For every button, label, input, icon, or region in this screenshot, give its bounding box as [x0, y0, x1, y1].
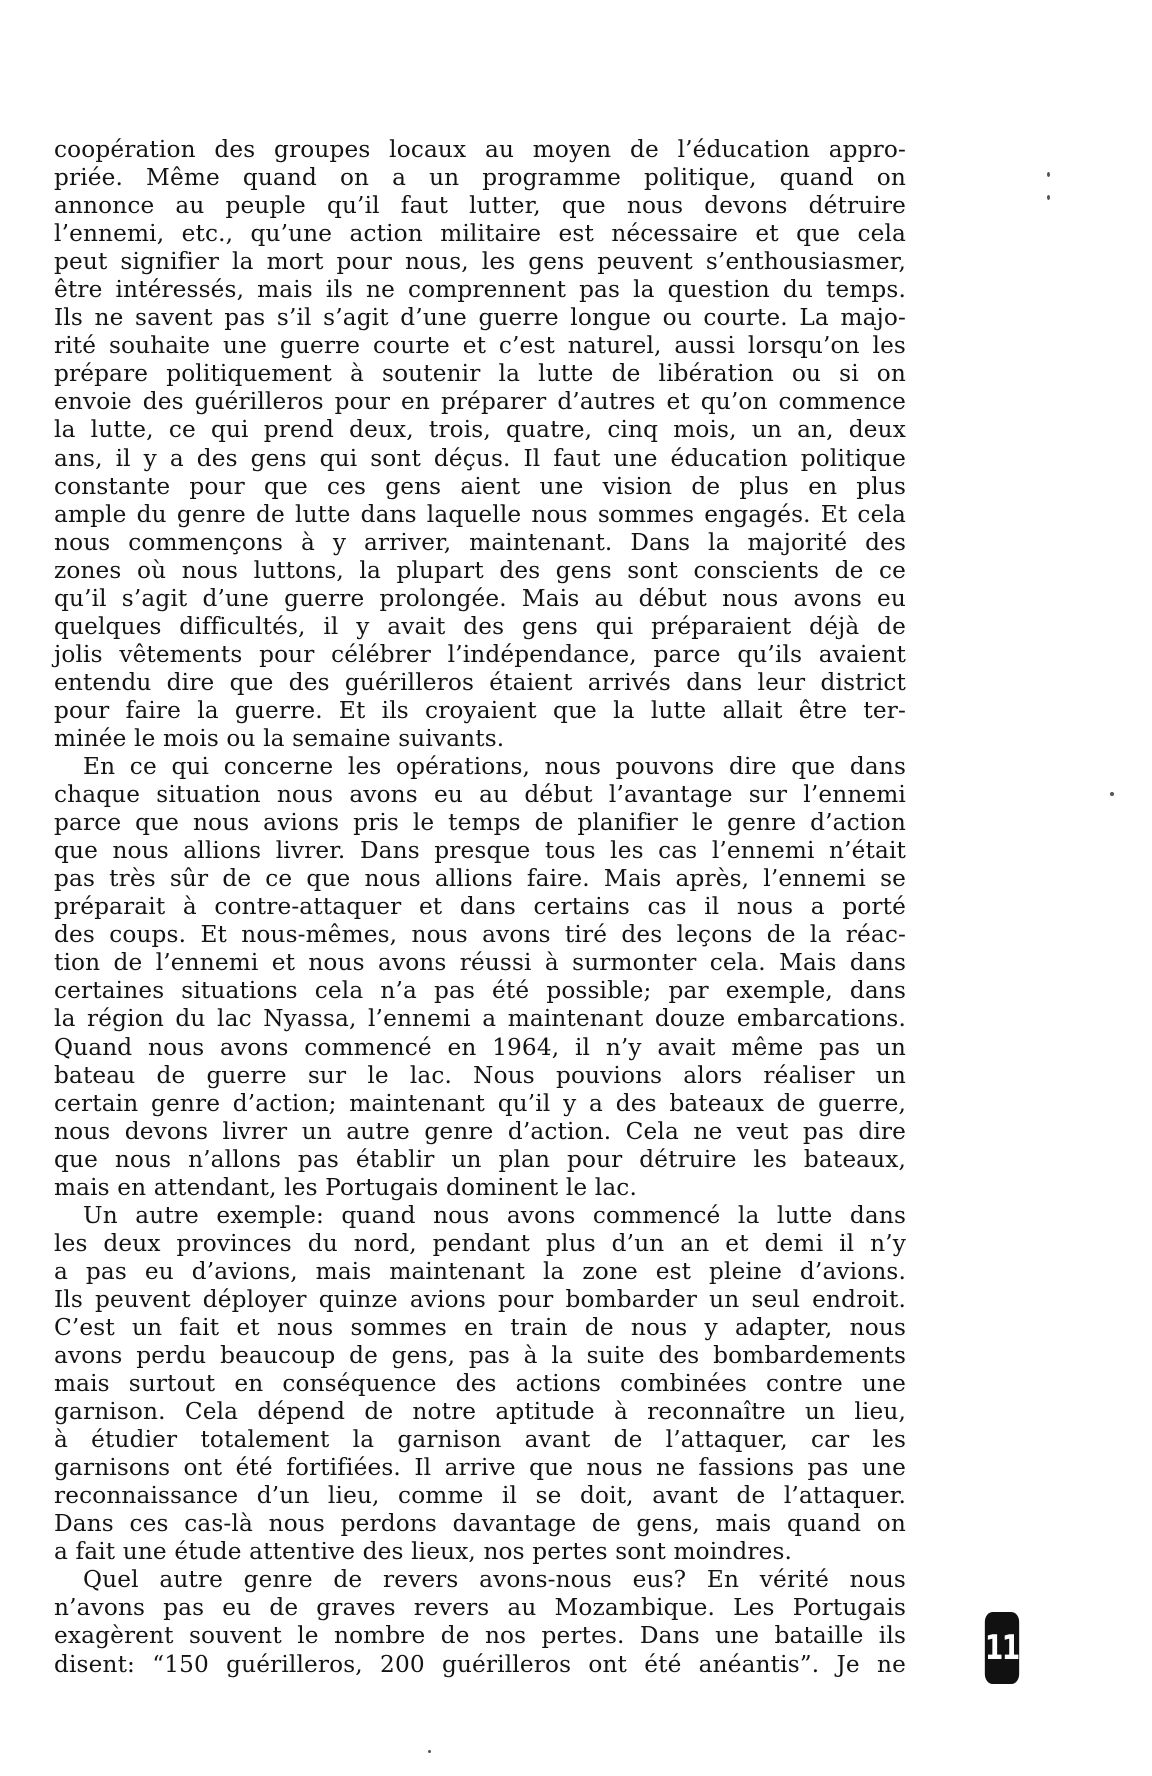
text-line: quelques difficultés, il y avait des gens qui préparaient déjà de — [54, 612, 906, 640]
text-line: préparait à contre-attaquer et dans certains cas il nous a porté — [54, 893, 906, 921]
text-line: C’est un fait et nous sommes en train de nous y adapter, nous — [54, 1313, 906, 1341]
text-line: zones où nous luttons, la plupart des gens sont conscients de ce — [54, 556, 906, 584]
paragraph-first-line: Quel autre genre de revers avons-nous eus? En vérité nous — [83, 1566, 906, 1594]
text-line: à étudier totalement la garnison avant de l’attaquer, car les — [54, 1426, 906, 1454]
text-line: pas très sûr de ce que nous allions faire. Mais après, l’ennemi se — [54, 865, 906, 893]
text-line: la lutte, ce qui prend deux, trois, quatre, cinq mois, un an, deux — [54, 416, 906, 444]
text-line: chaque situation nous avons eu au début l’avantage sur l’ennemi — [54, 781, 906, 809]
text-line: a pas eu d’avions, mais maintenant la zone est pleine d’avions. — [54, 1257, 906, 1285]
text-line: coopération des groupes locaux au moyen de l’éducation appro- — [54, 136, 906, 163]
text-line: ans, il y a des gens qui sont déçus. Il faut une éducation politique — [54, 444, 906, 472]
page-number-badge: 113 — [985, 1612, 1019, 1684]
body-text — [54, 136, 906, 1679]
text-line: qu’il s’agit d’une guerre prolongée. Mais au début nous avons eu — [54, 584, 906, 612]
paragraph-first-line: En ce qui concerne les opérations, nous pouvons dire que dans — [83, 753, 906, 781]
text-line: priée. Même quand on a un programme politique, quand on — [54, 164, 906, 192]
text-line: parce que nous avions pris le temps de planifier le genre d’action — [54, 809, 906, 837]
text-line: n’avons pas eu de graves revers au Mozambique. Les Portugais — [54, 1594, 906, 1622]
text-line: les deux provinces du nord, pendant plus d’un an et demi il n’y — [54, 1229, 906, 1257]
text-line: l’ennemi, etc., qu’une action militaire est nécessaire et que cela — [54, 220, 906, 248]
text-line: mais surtout en conséquence des actions combinées contre une — [54, 1370, 906, 1398]
text-line: être intéressés, mais ils ne comprennent pas la question du temps. — [54, 276, 906, 304]
text-line: mais en attendant, les Portugais dominent le lac. — [54, 1173, 637, 1201]
text-line: disent: “150 guérilleros, 200 guérilleros ont été anéantis”. Je ne — [54, 1650, 906, 1678]
text-line: prépare politiquement à soutenir la lutte de libération ou si on — [54, 360, 906, 388]
paragraph-first-line: Un autre exemple: quand nous avons commencé la lutte dans — [83, 1201, 906, 1229]
text-line: jolis vêtements pour célébrer l’indépendance, parce qu’ils avaient — [54, 640, 906, 668]
text-line: garnisons ont été fortifiées. Il arrive que nous ne fassions pas une — [54, 1454, 906, 1482]
text-line: Ils peuvent déployer quinze avions pour bombarder un seul endroit. — [54, 1285, 906, 1313]
text-line: pour faire la guerre. Et ils croyaient que la lutte allait être ter- — [54, 696, 906, 724]
text-line: Quand nous avons commencé en 1964, il n’y avait même pas un — [54, 1033, 906, 1061]
text-line: la région du lac Nyassa, l’ennemi a maintenant douze embarcations. — [54, 1005, 906, 1033]
text-line: minée le mois ou la semaine suivants. — [54, 724, 505, 752]
scan-speck — [1110, 792, 1114, 796]
text-line: garnison. Cela dépend de notre aptitude à reconnaître un lieu, — [54, 1398, 906, 1426]
text-line: envoie des guérilleros pour en préparer d’autres et qu’on commence — [54, 388, 906, 416]
text-line: rité souhaite une guerre courte et c’est naturel, aussi lorsqu’on les — [54, 332, 906, 360]
text-line: avons perdu beaucoup de gens, pas à la suite des bombardements — [54, 1342, 906, 1370]
scan-speck — [1047, 172, 1050, 177]
text-line: nous commençons à y arriver, maintenant. Dans la majorité des — [54, 528, 906, 556]
text-line: des coups. Et nous-mêmes, nous avons tiré des leçons de la réac- — [54, 921, 906, 949]
text-line: reconnaissance d’un lieu, comme il se doit, avant de l’attaquer. — [54, 1482, 906, 1510]
text-line: que nous allions livrer. Dans presque tous les cas l’ennemi n’était — [54, 837, 906, 865]
scan-speck — [1047, 195, 1050, 200]
text-line: constante pour que ces gens aient une vision de plus en plus — [54, 472, 906, 500]
text-line: ample du genre de lutte dans laquelle nous sommes engagés. Et cela — [54, 500, 906, 528]
text-line: peut signifier la mort pour nous, les gens peuvent s’enthousiasmer, — [54, 248, 906, 276]
text-line: a fait une étude attentive des lieux, nos pertes sont moindres. — [54, 1538, 793, 1566]
scan-speck — [428, 1750, 431, 1753]
text-line: certain genre d’action; maintenant qu’il y a des bateaux de guerre, — [54, 1089, 906, 1117]
text-line: annonce au peuple qu’il faut lutter, que nous devons détruire — [54, 192, 906, 220]
text-line: Ils ne savent pas s’il s’agit d’une guerre longue ou courte. La majo- — [54, 304, 906, 332]
text-line: que nous n’allons pas établir un plan pour détruire les bateaux, — [54, 1145, 906, 1173]
text-line: bateau de guerre sur le lac. Nous pouvions alors réaliser un — [54, 1061, 906, 1089]
text-line: exagèrent souvent le nombre de nos pertes. Dans une bataille ils — [54, 1622, 906, 1650]
text-line: entendu dire que des guérilleros étaient arrivés dans leur district — [54, 668, 906, 696]
text-line: certaines situations cela n’a pas été possible; par exemple, dans — [54, 977, 906, 1005]
text-line: tion de l’ennemi et nous avons réussi à surmonter cela. Mais dans — [54, 949, 906, 977]
text-line: Dans ces cas-là nous perdons davantage de gens, mais quand on — [54, 1510, 906, 1538]
text-line: nous devons livrer un autre genre d’action. Cela ne veut pas dire — [54, 1117, 906, 1145]
